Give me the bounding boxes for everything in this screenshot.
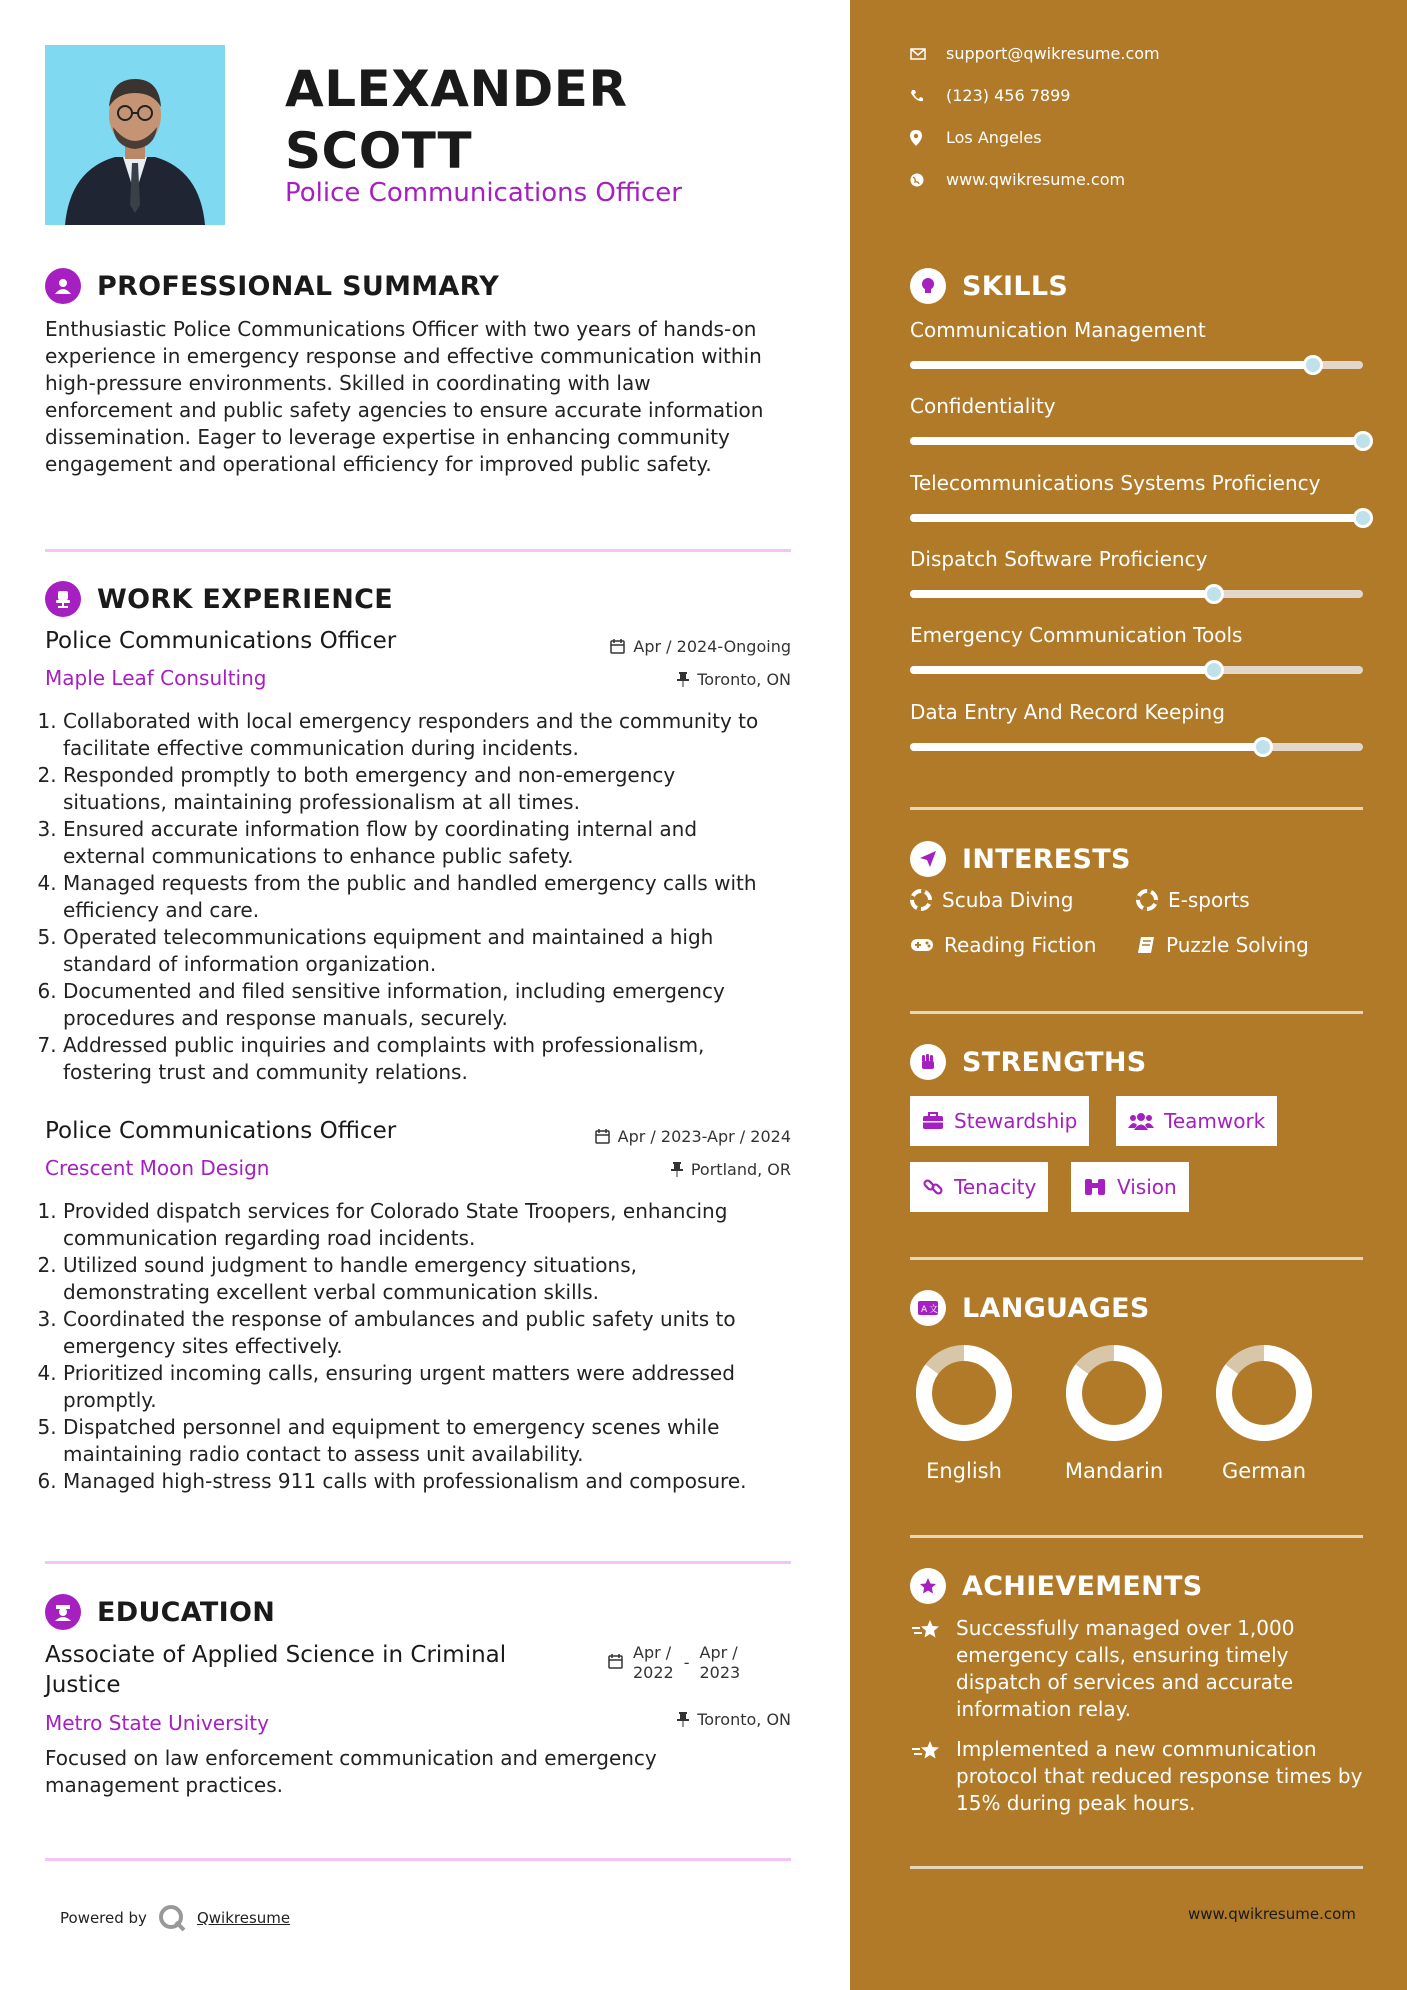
skill-bar: [910, 666, 1363, 674]
summary-title: PROFESSIONAL SUMMARY: [97, 270, 500, 302]
footer-powered: [60, 1903, 290, 1933]
skill-bar-fill: [910, 666, 1214, 674]
strength-label: Vision: [1117, 1175, 1177, 1199]
date-dash: -: [683, 1653, 690, 1672]
candidate-name: [285, 58, 627, 182]
interest-item: [910, 933, 1096, 957]
education-text: Focused on law enforcement communication and emergency management practices.: [45, 1746, 657, 1797]
skill-knob: [1353, 508, 1373, 528]
language-label: Mandarin: [1064, 1459, 1164, 1483]
graduate-icon: [45, 1594, 81, 1630]
strength-chip: [1071, 1162, 1189, 1212]
education-title: EDUCATION: [97, 1596, 276, 1628]
website-text[interactable]: www.qwikresume.com: [946, 170, 1126, 189]
strength-label: Stewardship: [954, 1109, 1078, 1133]
strength-chip: [910, 1162, 1048, 1212]
lifebuoy-icon: [910, 889, 932, 911]
skill-name: Emergency Communication Tools: [910, 623, 1243, 647]
summary-heading: [45, 268, 499, 304]
skill-name: Confidentiality: [910, 394, 1056, 418]
phone-text: (123) 456 7899: [946, 86, 1071, 105]
achievement-item: [910, 1615, 1363, 1723]
job-bullet: 7. Addressed public inquiries and complaints with professionalism, fostering trust and community relations.: [63, 1032, 785, 1086]
degree-line-1: Associate of Applied Science in Criminal: [45, 1642, 507, 1668]
divider: [45, 549, 791, 552]
envelope-icon: [910, 48, 926, 60]
divider: [910, 1257, 1363, 1260]
strengths-title: STRENGTHS: [962, 1046, 1147, 1078]
skill-bar: [910, 590, 1363, 598]
experience-title: WORK EXPERIENCE: [97, 583, 393, 615]
skill-bar-fill: [910, 743, 1263, 751]
svg-text:A: A: [921, 1305, 928, 1315]
briefcase-icon: [922, 1112, 944, 1130]
degree-line-2: Justice: [45, 1672, 121, 1698]
language-label: German: [1221, 1459, 1307, 1483]
job-dates: [610, 637, 791, 656]
job-bullet: 5. Dispatched personnel and equipment to emergency scenes while maintaining radio contact to assess unit availability.: [63, 1414, 785, 1468]
language-item: [1204, 1343, 1324, 1483]
interests-title: INTERESTS: [962, 843, 1131, 875]
job-dates-text: Apr / 2024-Ongoing: [633, 637, 791, 656]
interests-heading: [910, 841, 1131, 877]
language-ring: [914, 1343, 1014, 1443]
job-bullet: 6. Documented and filed sensitive information, including emergency procedures and response manuals, securely.: [63, 978, 785, 1032]
divider: [910, 1011, 1363, 1014]
skill-name: Telecommunications Systems Proficiency: [910, 471, 1321, 495]
achievements-title: ACHIEVEMENTS: [962, 1570, 1203, 1602]
job-bullet: 3. Ensured accurate information flow by coordinating internal and external communications to enhance public safety.: [63, 816, 785, 870]
skill-bar-fill: [910, 590, 1214, 598]
education-dates: [608, 1643, 740, 1683]
skill-bar: [910, 361, 1363, 369]
language-item: [1054, 1343, 1174, 1483]
globe-icon: [910, 173, 924, 187]
skill-knob: [1353, 431, 1373, 451]
lightbulb-icon: [910, 268, 946, 304]
skill-name: Data Entry And Record Keeping: [910, 700, 1225, 724]
interest-item: [910, 888, 1073, 912]
strength-label: Tenacity: [954, 1175, 1037, 1199]
name-line-1: ALEXANDER: [285, 60, 628, 118]
language-ring: [1214, 1343, 1314, 1443]
email-text[interactable]: support@qwikresume.com: [946, 44, 1160, 63]
qwikresume-logo-icon: [157, 1903, 187, 1933]
interest-item: [1136, 888, 1250, 912]
languages-title: LANGUAGES: [962, 1292, 1150, 1324]
job-dates: [595, 1127, 791, 1146]
contact-phone: [910, 86, 1070, 105]
contact-website: [910, 170, 1125, 189]
education-heading: [45, 1594, 275, 1630]
strength-chip: [910, 1096, 1089, 1146]
achievement-item: [910, 1736, 1363, 1817]
shooting-star-icon: [910, 1618, 942, 1642]
job-bullet: 4. Prioritized incoming calls, ensuring urgent matters were addressed promptly.: [63, 1360, 785, 1414]
users-icon: [1128, 1111, 1154, 1131]
contact-email: [910, 44, 1160, 63]
calendar-icon: [595, 1129, 610, 1144]
pin-icon: [671, 1162, 683, 1177]
job-bullet: 1. Provided dispatch services for Colorado State Troopers, enhancing communication regarding road incidents.: [63, 1198, 785, 1252]
experience-heading: [45, 581, 393, 617]
star-badge-icon: [910, 1568, 946, 1604]
divider: [910, 1866, 1363, 1869]
job-title: Police Communications Officer: [285, 178, 682, 208]
job-bullet: 4. Managed requests from the public and handled emergency calls with efficiency and care.: [63, 870, 785, 924]
languages-heading: [910, 1290, 1150, 1326]
qwikresume-link[interactable]: Qwikresume: [196, 1909, 291, 1927]
gamepad-icon: [910, 936, 934, 954]
map-pin-icon: [910, 130, 922, 146]
education-location-text: Toronto, ON: [697, 1710, 791, 1729]
degree: [45, 1640, 585, 1700]
skill-name: Communication Management: [910, 318, 1206, 342]
job-company: Maple Leaf Consulting: [45, 666, 267, 690]
school-name: Metro State University: [45, 1711, 269, 1735]
powered-by-label: Powered by: [60, 1909, 147, 1927]
skill-bar-fill: [910, 361, 1313, 369]
language-item: [904, 1343, 1024, 1483]
job-role: Police Communications Officer: [45, 628, 397, 654]
language-label: English: [926, 1459, 1002, 1483]
divider: [45, 1561, 791, 1564]
divider: [45, 1858, 791, 1861]
job-location: [671, 1160, 791, 1179]
skill-knob: [1204, 660, 1224, 680]
book-icon: [1136, 935, 1156, 955]
divider: [910, 1535, 1363, 1538]
pin-icon: [677, 672, 689, 687]
start-month: Apr /: [633, 1643, 672, 1662]
skill-bar: [910, 514, 1363, 522]
interest-label: Scuba Diving: [942, 888, 1074, 912]
interest-label: Puzzle Solving: [1166, 933, 1309, 957]
skill-name: Dispatch Software Proficiency: [910, 547, 1208, 571]
end-month: Apr /: [699, 1643, 738, 1662]
job-location: [677, 670, 791, 689]
user-circle-icon: [45, 268, 81, 304]
skill-knob: [1204, 584, 1224, 604]
skill-bar: [910, 437, 1363, 445]
skills-heading: [910, 268, 1068, 304]
achievements-heading: [910, 1568, 1203, 1604]
skill-bar: [910, 743, 1363, 751]
binoculars-icon: [1083, 1177, 1107, 1197]
fist-icon: [910, 1044, 946, 1080]
phone-icon: [910, 89, 924, 103]
interest-item: [1136, 933, 1309, 957]
summary-text: Enthusiastic Police Communications Officer with two years of hands-on experience in emergency response and effective communication within high-pressure environments. Skilled in coordinating with law enforcement and public safety agencies to ensure accurate information dissemination. Eager to leverage expertise in enhancing community engagement and operational efficiency for improved public safety.: [45, 317, 764, 476]
job-bullet: 6. Managed high-stress 911 calls with professionalism and composure.: [63, 1468, 785, 1495]
job-dates-text: Apr / 2023-Apr / 2024: [617, 1127, 791, 1146]
footer-website[interactable]: www.qwikresume.com: [1188, 1905, 1356, 1923]
job-company: Crescent Moon Design: [45, 1156, 270, 1180]
job-bullets: [45, 708, 785, 1086]
calendar-icon: [610, 639, 625, 654]
job-bullet: 3. Coordinated the response of ambulances and public safety units to emergency sites effectively.: [63, 1306, 785, 1360]
achievement-text: Successfully managed over 1,000 emergency calls, ensuring timely dispatch of services and accurate information relay.: [956, 1616, 1295, 1721]
start-year: 2022: [633, 1663, 674, 1682]
skills-title: SKILLS: [962, 270, 1069, 302]
paper-plane-icon: [910, 841, 946, 877]
profile-photo: [45, 45, 225, 225]
education-end: [700, 1643, 741, 1683]
shooting-star-icon: [910, 1739, 942, 1763]
calendar-icon: [608, 1654, 623, 1669]
job-role: Police Communications Officer: [45, 1118, 397, 1144]
end-year: 2023: [699, 1663, 741, 1682]
job-bullet: 2. Responded promptly to both emergency and non-emergency situations, maintaining professionalism at all times.: [63, 762, 785, 816]
skill-bar-fill: [910, 437, 1363, 445]
job-bullet: 2. Utilized sound judgment to handle emergency situations, demonstrating excellent verbal communication skills.: [63, 1252, 785, 1306]
job-location-text: Portland, OR: [690, 1160, 791, 1179]
divider: [910, 807, 1363, 810]
interest-label: Reading Fiction: [944, 933, 1097, 957]
achievement-text: Implemented a new communication protocol that reduced response times by 15% during peak hours.: [956, 1737, 1363, 1815]
education-start: [633, 1643, 674, 1683]
job-bullet: 5. Operated telecommunications equipment and maintained a high standard of information organization.: [63, 924, 785, 978]
strength-label: Teamwork: [1164, 1109, 1266, 1133]
skill-bar-fill: [910, 514, 1363, 522]
education-location: [677, 1710, 791, 1729]
location-text: Los Angeles: [946, 128, 1042, 147]
strength-chip: [1116, 1096, 1277, 1146]
name-line-2: SCOTT: [285, 122, 473, 180]
svg-text:文: 文: [929, 1305, 939, 1315]
office-chair-icon: [45, 581, 81, 617]
contact-location: [910, 128, 1042, 147]
job-bullets: [45, 1198, 785, 1495]
interest-label: E-sports: [1168, 888, 1250, 912]
language-ring: [1064, 1343, 1164, 1443]
translate-icon: [910, 1290, 946, 1326]
job-location-text: Toronto, ON: [697, 670, 791, 689]
pin-icon: [677, 1712, 689, 1727]
job-bullet: 1. Collaborated with local emergency responders and the community to facilitate effective communication during incidents.: [63, 708, 785, 762]
strengths-heading: [910, 1044, 1147, 1080]
link-icon: [922, 1176, 944, 1198]
lifebuoy-icon: [1136, 889, 1158, 911]
